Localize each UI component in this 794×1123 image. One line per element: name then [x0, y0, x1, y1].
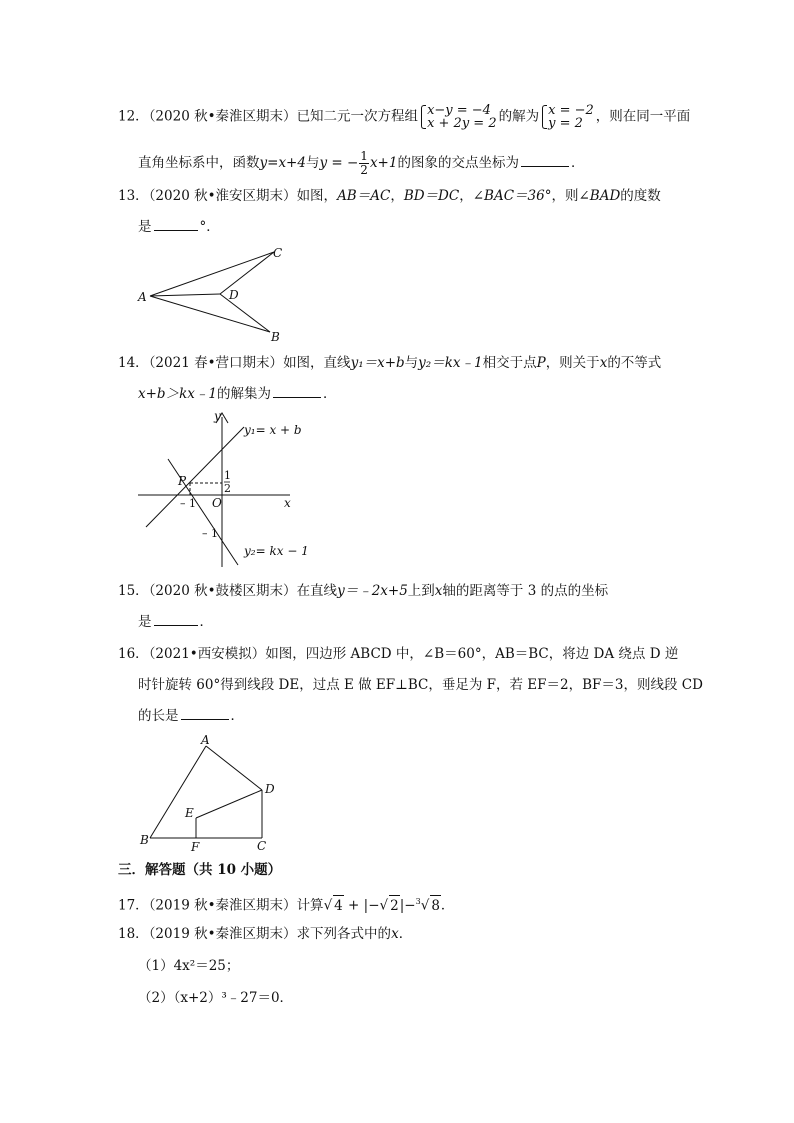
- q14-text-5: 的不等式: [607, 355, 662, 371]
- q12-line-2: [138, 150, 584, 177]
- q18-var-x: x: [391, 926, 399, 942]
- q14-line-1: [118, 353, 661, 373]
- q14-inequality: x+b＞kx﹣1: [138, 386, 217, 402]
- q12-fraction-den: 2: [360, 163, 368, 177]
- q14-text-3: 相交于点: [482, 355, 537, 371]
- q13-answer-blank[interactable]: [154, 218, 198, 231]
- q13-text-3: 的度数: [620, 188, 661, 204]
- q13-number: 13．: [118, 188, 149, 204]
- q16-text-3: 的长是: [138, 708, 179, 724]
- q12-function-2-suffix: x+1: [369, 155, 398, 171]
- q14-text-6: 的解集为: [216, 386, 271, 402]
- q16-answer-blank[interactable]: [181, 707, 229, 720]
- q15-number: 15．: [118, 583, 149, 599]
- q14-point: P: [536, 355, 546, 371]
- q15-var-x: x: [434, 583, 443, 599]
- q12-function-1: y=x+4: [259, 155, 306, 171]
- q13-text-4: 是: [138, 219, 152, 235]
- q17-end: ．: [440, 897, 455, 914]
- segment-de: [196, 790, 262, 818]
- origin-label: O: [212, 496, 222, 510]
- q17-cube-index: 3: [415, 897, 421, 906]
- q13-end: °．: [199, 219, 220, 235]
- axis-label-x: x: [284, 496, 291, 510]
- q12-number: 12．: [118, 108, 149, 125]
- label-c: C: [257, 839, 267, 853]
- sqrt-symbol-1: √: [323, 897, 333, 914]
- q15-source: （2020 秋•鼓楼区期末）: [148, 583, 297, 599]
- q17-number: 17．: [118, 897, 149, 914]
- q12-line-1: [118, 104, 690, 130]
- q13-cond-4: ∠BAD: [578, 188, 621, 204]
- q13-line-2: [138, 217, 220, 237]
- q18-part-2-label: （2）: [138, 990, 174, 1006]
- label-e: E: [185, 806, 194, 820]
- q13-sep-1: ，: [390, 188, 404, 204]
- q13-line-1: [118, 186, 661, 206]
- q15-line-2: [138, 612, 213, 632]
- q15-line-eq: y＝﹣2x+5: [337, 583, 408, 599]
- q12-text-5: 与: [305, 155, 320, 171]
- q14-end: ．: [322, 386, 337, 402]
- q16-text-1: 如图，四边形 ABCD 中，∠B＝60°，AB＝BC，将边 DA 绕点 D 逆: [265, 646, 679, 662]
- q17-op-2: |−: [399, 897, 416, 914]
- q14-text-2: 与: [404, 355, 419, 371]
- q13-source: （2020 秋•淮安区期末）: [148, 188, 297, 204]
- q17-text: 计算: [296, 897, 324, 914]
- q12-text-6: 的图象的交点坐标为: [397, 155, 519, 171]
- q14-line-y2: y₂＝kx﹣1: [418, 355, 483, 371]
- q12-text-3: ，则在同一平面: [595, 108, 691, 125]
- q15-text-2: 上到: [407, 583, 435, 599]
- q18-part-1: [138, 956, 239, 976]
- q12-solution-a: x = −2: [548, 103, 594, 118]
- q12-solution-b: y = 2: [548, 116, 583, 131]
- segment-ab: [150, 746, 206, 838]
- q16-text-2: 时针旋转 60°得到线段 DE，过点 E 做 EF⊥BC，垂足为 F，若 EF＝2，BF＝3，则线段 CD: [138, 677, 703, 693]
- q18-end: ．: [398, 926, 413, 942]
- sqrt-symbol-2: √: [379, 897, 389, 914]
- label-d: D: [229, 288, 239, 302]
- q16-diagram: [136, 732, 286, 854]
- q16-line-3: [138, 706, 244, 726]
- q15-text: 在直线: [296, 583, 338, 599]
- q17-radicand-3: 8: [430, 895, 441, 916]
- q14-figure: [130, 405, 310, 574]
- q12-text-4: 直角坐标系中，函数: [138, 155, 260, 171]
- q12-function-2-prefix: y = −: [319, 155, 359, 171]
- q14-var-x: x: [599, 355, 608, 371]
- q16-number: 16．: [118, 646, 149, 662]
- q13-cond-3: ∠BAC＝36°: [472, 188, 552, 204]
- q12-equation-system: [420, 104, 497, 130]
- q16-end: ．: [230, 708, 244, 724]
- q13-figure: [136, 244, 306, 348]
- q12-text: 已知二元一次方程组: [296, 108, 419, 125]
- label-b: B: [140, 833, 149, 847]
- q16-line-1: [118, 644, 678, 664]
- q12-fraction-num: 1: [360, 149, 368, 163]
- q15-text-4: 是: [138, 614, 152, 630]
- q14-text-4: ，则关于: [545, 355, 600, 371]
- q18-source: （2019 秋•秦淮区期末）: [148, 926, 297, 942]
- q18-part-1-expr: 4x²＝25；: [173, 958, 240, 974]
- q14-line-2: [138, 384, 336, 404]
- line1-label: y₁= x + b: [244, 423, 302, 437]
- point-p-label: P: [178, 474, 187, 488]
- q18-line: [118, 924, 412, 944]
- q16-line-2: [138, 675, 703, 695]
- q18-part-1-label: （1）: [138, 958, 174, 974]
- segment-ac: [150, 252, 274, 296]
- label-b: B: [271, 330, 280, 344]
- q13-cond-2: BD＝DC: [403, 188, 460, 204]
- q14-number: 14．: [118, 355, 149, 371]
- label-d: D: [265, 782, 275, 796]
- q16-figure: [136, 732, 286, 858]
- label-a: A: [138, 290, 147, 304]
- q13-sep-2: ，: [459, 188, 473, 204]
- segment-db: [220, 294, 270, 332]
- q16-source: （2021•西安模拟）: [148, 646, 266, 662]
- q17-radicand-2: 2: [389, 895, 400, 916]
- axis-label-y: y: [214, 409, 221, 423]
- q17-radicand-1: 4: [333, 895, 344, 916]
- q15-end: ．: [199, 614, 213, 630]
- q15-text-3: 轴的距离等于 3 的点的坐标: [442, 583, 609, 599]
- q12-source: （2020 秋•秦淮区期末）: [148, 108, 297, 125]
- q12-equation-a: x−y = −4: [427, 103, 491, 118]
- q17-source: （2019 秋•秦淮区期末）: [148, 897, 297, 914]
- q12-solution-system: [541, 104, 594, 130]
- label-a: A: [201, 733, 210, 747]
- q14-graph: [130, 405, 310, 570]
- neg-one-y: – 1: [202, 527, 218, 540]
- q17-line: [118, 892, 454, 916]
- q12-answer-blank[interactable]: [521, 154, 569, 167]
- segment-ad: [206, 746, 262, 790]
- q15-line-1: [118, 581, 608, 601]
- q14-answer-blank[interactable]: [273, 385, 321, 398]
- q14-text: 如图，直线: [283, 355, 351, 371]
- q18-part-2: [138, 988, 293, 1008]
- q12-end: ．: [570, 155, 585, 171]
- q18-part-2-expr: （x+2）³﹣27＝0．: [173, 990, 294, 1006]
- q13-diagram: [136, 244, 306, 344]
- q13-text: 如图，: [296, 188, 338, 204]
- label-f: F: [191, 840, 200, 854]
- segment-ab: [150, 296, 270, 332]
- q12-fraction: [359, 150, 369, 177]
- q14-source: （2021 春•营口期末）: [148, 355, 284, 371]
- q14-line-y1: y₁＝x+b: [350, 355, 405, 371]
- q17-op-1: + |−: [343, 897, 380, 914]
- half-num: 1: [224, 469, 231, 482]
- q12-equation-b: x + 2y = 2: [427, 116, 497, 131]
- half-den: 2: [224, 482, 231, 495]
- q18-number: 18．: [118, 926, 149, 942]
- q15-answer-blank[interactable]: [154, 613, 198, 626]
- section-heading: 三．解答题（共 10 小题）: [118, 862, 282, 878]
- cbrt-symbol: √: [420, 897, 430, 914]
- q12-text-2: 的解为: [498, 108, 540, 125]
- q18-text: 求下列各式中的: [296, 926, 392, 942]
- neg-one-x: – 1: [180, 497, 196, 510]
- segment-ad: [150, 294, 220, 296]
- q13-cond-1: AB＝AC: [337, 188, 391, 204]
- label-c: C: [273, 246, 283, 260]
- line2-label: y₂= kx − 1: [244, 544, 309, 558]
- q13-text-2: ，则: [551, 188, 579, 204]
